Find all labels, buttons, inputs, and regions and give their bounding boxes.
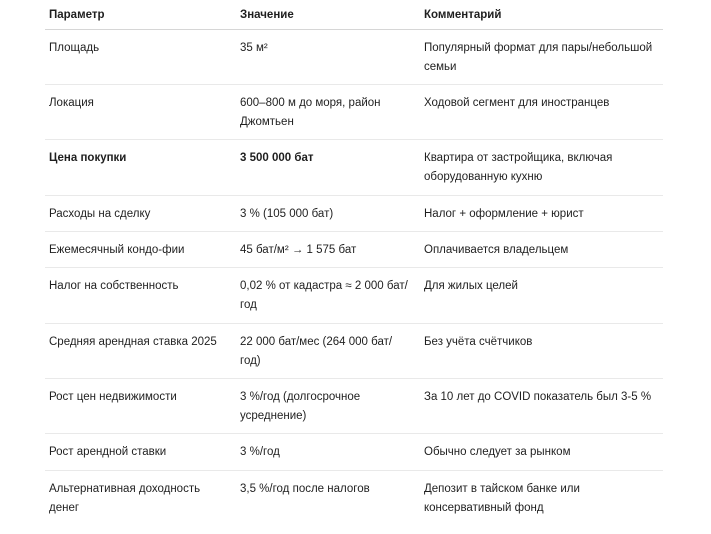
table-row: [45, 30, 663, 85]
comment-cell: Оплачивается владельцем: [424, 244, 569, 256]
comment-cell: Квартира от застройщика, включая оборудованную кухню: [424, 152, 613, 183]
value-cell: 3,5 %/год после налогов: [240, 483, 370, 495]
param-cell: Альтернативная доходность денег: [49, 483, 201, 514]
param-cell: Рост цен недвижимости: [49, 391, 177, 403]
column-header-value: Значение: [240, 9, 294, 21]
table-row: [45, 324, 663, 379]
comment-cell: Ходовой сегмент для иностранцев: [424, 97, 610, 109]
value-cell: 3 % (105 000 бат): [240, 208, 334, 220]
param-cell: Локация: [49, 97, 94, 109]
table-row: [45, 232, 663, 268]
value-cell: 0,02 % от кадастра ≈ 2 000 бат/год: [240, 280, 408, 311]
param-cell: Ежемесячный кондо-фии: [49, 244, 185, 256]
table-row: [45, 471, 663, 527]
table-row: [45, 196, 663, 232]
column-header-comment: Комментарий: [424, 9, 502, 21]
param-cell: Рост арендной ставки: [49, 446, 167, 458]
comment-cell: Для жилых целей: [424, 280, 518, 292]
table-row: [45, 85, 663, 140]
value-cell: 600–800 м до моря, район Джомтьен: [240, 97, 381, 128]
parameters-table: [45, 0, 663, 527]
value-cell: 35 м²: [240, 42, 268, 54]
comment-cell: Обычно следует за рынком: [424, 446, 571, 458]
column-header-parameter: Параметр: [49, 9, 105, 21]
value-cell: 3 %/год: [240, 446, 280, 458]
comment-cell: Налог + оформление + юрист: [424, 208, 584, 220]
param-cell: Средняя арендная ставка 2025: [49, 336, 217, 348]
table-row-highlighted: [45, 140, 663, 196]
comment-cell: Без учёта счётчиков: [424, 336, 533, 348]
value-cell: 3 %/год (долгосрочное усреднение): [240, 391, 361, 422]
table-row: [45, 268, 663, 324]
param-cell: Расходы на сделку: [49, 208, 151, 220]
comment-cell: Популярный формат для пары/небольшой семьи: [424, 42, 653, 73]
comment-cell: За 10 лет до COVID показатель был 3-5 %: [424, 391, 652, 403]
value-cell: 22 000 бат/мес (264 000 бат/год): [240, 336, 393, 367]
param-cell: Площадь: [49, 42, 100, 54]
param-cell: Налог на собственность: [49, 280, 179, 292]
table-row: [45, 379, 663, 434]
table-row: [45, 434, 663, 471]
value-cell: 3 500 000 бат: [240, 152, 314, 164]
value-cell: 45 бат/м² → 1 575 бат: [240, 244, 357, 256]
comment-cell: Депозит в тайском банке или консервативный фонд: [424, 483, 580, 514]
table-header-row: [45, 0, 663, 30]
param-cell: Цена покупки: [49, 152, 127, 164]
